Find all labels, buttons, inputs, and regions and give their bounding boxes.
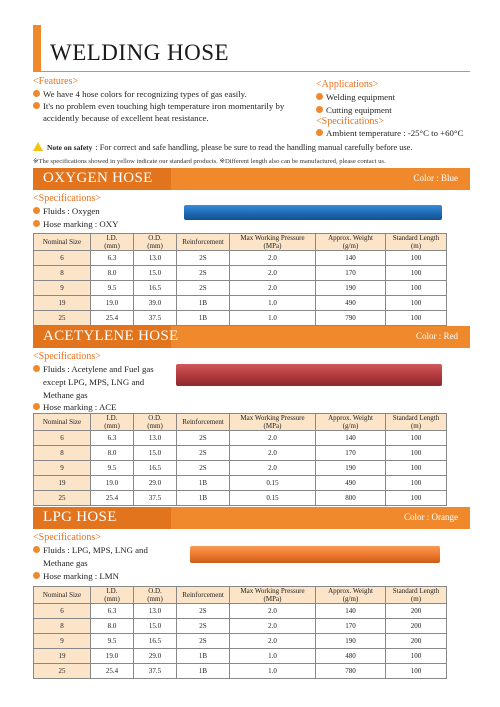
table-cell: 9.5: [91, 634, 134, 649]
col-header: [34, 587, 91, 604]
table-cell: 6.3: [91, 251, 134, 266]
table-cell: 800: [316, 491, 386, 506]
table-row: [34, 251, 447, 266]
table-cell: 190: [316, 634, 386, 649]
table-cell: 200: [386, 604, 447, 619]
bullet-icon: [33, 403, 40, 410]
bullet-icon: [316, 129, 323, 136]
table-cell: 2S: [177, 634, 230, 649]
section-color-label: Color : Red: [416, 331, 458, 341]
table-cell: 1.0: [230, 649, 316, 664]
table-cell: 2S: [177, 266, 230, 281]
col-header-text: I.D.: [106, 587, 118, 595]
table-row: [34, 634, 447, 649]
col-header-text: Reinforcement: [182, 418, 224, 426]
col-header: [134, 587, 177, 604]
ambient-temperature: Ambient temperature : -25°C to +60°C: [316, 128, 463, 138]
table-header-row: [34, 414, 447, 431]
application-item: Welding equipment: [316, 91, 395, 104]
table-cell: 200: [386, 619, 447, 634]
table-cell: 19.0: [91, 476, 134, 491]
bullet-icon: [316, 106, 323, 113]
table-cell: 100: [386, 311, 447, 326]
col-header-text: I.D.: [106, 414, 118, 422]
table-cell: 6.3: [91, 431, 134, 446]
section-title: OXYGEN HOSE: [43, 170, 153, 186]
table-cell: 200: [386, 634, 447, 649]
bullet-icon: [33, 572, 40, 579]
col-header-text: Approx. Weight: [328, 414, 373, 422]
col-header-text: Standard Length: [392, 414, 440, 422]
table-cell: 19: [34, 476, 91, 491]
section-title: ACETYLENE HOSE: [43, 328, 179, 344]
acetylene-spec-heading: <Specifications>: [33, 351, 101, 362]
table-cell: 2S: [177, 461, 230, 476]
table-cell: 25.4: [91, 664, 134, 679]
table-cell: 490: [316, 476, 386, 491]
col-header-text: (mm): [147, 242, 163, 250]
table-row: [34, 446, 447, 461]
table-cell: 0.15: [230, 476, 316, 491]
table-cell: 16.5: [134, 281, 177, 296]
col-header-text: (MPa): [263, 422, 282, 430]
table-cell: 780: [316, 664, 386, 679]
table-row: [34, 281, 447, 296]
col-header-text: Max Working Pressure: [240, 587, 305, 595]
col-header: [177, 414, 230, 431]
acetylene-section-header: [33, 326, 470, 348]
table-cell: 29.0: [134, 649, 177, 664]
table-cell: 8: [34, 266, 91, 281]
table-cell: 480: [316, 649, 386, 664]
table-cell: 100: [386, 649, 447, 664]
table-cell: 37.5: [134, 491, 177, 506]
col-header: [134, 234, 177, 251]
safety-note: [33, 142, 412, 152]
table-cell: 15.0: [134, 619, 177, 634]
table-row: [34, 311, 447, 326]
table-cell: 2S: [177, 446, 230, 461]
col-header: [177, 587, 230, 604]
table-cell: 6: [34, 604, 91, 619]
table-cell: 25.4: [91, 311, 134, 326]
table-cell: 8: [34, 446, 91, 461]
col-header-text: (mm): [104, 242, 120, 250]
table-cell: 1.0: [230, 296, 316, 311]
table-cell: 8: [34, 619, 91, 634]
table-cell: 100: [386, 431, 447, 446]
features-heading: <Features>: [33, 76, 79, 87]
table-cell: 6: [34, 251, 91, 266]
table-cell: 39.0: [134, 296, 177, 311]
bullet-icon: [33, 90, 40, 97]
applications-heading: <Applications>: [316, 79, 379, 90]
table-cell: 19.0: [91, 296, 134, 311]
table-cell: 190: [316, 281, 386, 296]
table-cell: 100: [386, 461, 447, 476]
standard-products-note: ※The specifications showed in yellow indicate our standard products. ※Different length also can be manufactured, please contact us.: [33, 158, 386, 165]
table-row: [34, 296, 447, 311]
col-header-text: Standard Length: [392, 234, 440, 242]
lpg-spec-heading: <Specifications>: [33, 532, 101, 543]
table-cell: 2.0: [230, 461, 316, 476]
col-header-text: (g/m): [342, 595, 359, 603]
col-header-text: (mm): [147, 422, 163, 430]
bullet-icon: [33, 102, 40, 109]
col-header-text: I.D.: [106, 234, 118, 242]
table-cell: 13.0: [134, 251, 177, 266]
col-header: [91, 234, 134, 251]
page-title: WELDING HOSE: [50, 40, 230, 65]
col-header-text: Max Working Pressure: [240, 414, 305, 422]
table-cell: 8.0: [91, 446, 134, 461]
spec-item: Fluids : Oxygen: [33, 205, 173, 218]
table-cell: 2.0: [230, 266, 316, 281]
col-header: [230, 414, 316, 431]
col-header-text: Approx. Weight: [328, 587, 373, 595]
oxygen-spec-heading: <Specifications>: [33, 193, 101, 204]
table-cell: 0.15: [230, 491, 316, 506]
oxygen-section-header: [33, 168, 470, 190]
table-cell: 2.0: [230, 634, 316, 649]
table-cell: 170: [316, 266, 386, 281]
spec-item: Fluids : LPG, MPS, LNG and: [33, 544, 173, 557]
col-header-text: (g/m): [342, 422, 359, 430]
col-header-text: (MPa): [263, 242, 282, 250]
col-header-text: (m): [410, 595, 422, 603]
feature-item: We have 4 hose colors for recognizing types of gas easily.: [33, 89, 318, 101]
table-cell: 170: [316, 619, 386, 634]
spec-item-continuation: Methane gas: [43, 557, 88, 568]
col-header-text: (mm): [147, 595, 163, 603]
bullet-icon: [33, 546, 40, 553]
table-cell: 2S: [177, 251, 230, 266]
feature-item-continuation: accidently because of excellent heat resistance.: [43, 112, 209, 123]
oxygen-spec-list: [33, 205, 173, 231]
application-item: Cutting equipment: [316, 104, 395, 117]
table-cell: 790: [316, 311, 386, 326]
spec-item: Hose marking : LMN: [33, 570, 173, 583]
table-cell: 25: [34, 311, 91, 326]
table-cell: 29.0: [134, 476, 177, 491]
col-header-text: O.D.: [148, 234, 162, 242]
table-cell: 2.0: [230, 281, 316, 296]
table-cell: 16.5: [134, 461, 177, 476]
table-cell: 15.0: [134, 266, 177, 281]
col-header: [316, 587, 386, 604]
table-cell: 100: [386, 266, 447, 281]
lpg-section-header: [33, 507, 470, 529]
table-row: [34, 664, 447, 679]
table-cell: 9: [34, 634, 91, 649]
section-title: LPG HOSE: [43, 509, 117, 525]
table-cell: 19.0: [91, 649, 134, 664]
table-cell: 1.0: [230, 664, 316, 679]
table-row: [34, 649, 447, 664]
lpg-spec-list: [33, 544, 173, 582]
table-cell: 25: [34, 664, 91, 679]
table-row: [34, 619, 447, 634]
section-color-label: Color : Blue: [413, 173, 458, 183]
table-cell: 2.0: [230, 251, 316, 266]
col-header: [386, 587, 447, 604]
table-row: [34, 431, 447, 446]
spec-item-continuation: Methane gas: [43, 389, 88, 400]
table-cell: 140: [316, 604, 386, 619]
table-cell: 100: [386, 251, 447, 266]
warning-icon: [33, 142, 43, 151]
col-header: [34, 234, 91, 251]
acetylene-spec-table: [33, 413, 447, 506]
col-header-text: Approx. Weight: [328, 234, 373, 242]
col-header-text: Standard Length: [392, 587, 440, 595]
feature-item: It's no problem even touching high temperature iron momentarily by: [33, 101, 318, 113]
lpg-spec-table: [33, 586, 447, 679]
table-cell: 13.0: [134, 604, 177, 619]
table-cell: 140: [316, 251, 386, 266]
col-header-text: Max Working Pressure: [240, 234, 305, 242]
col-header-text: Nominal Size: [42, 238, 82, 246]
specifications-heading: <Specifications>: [316, 116, 384, 127]
spec-item-continuation: except LPG, MPS, LNG and: [43, 376, 145, 387]
table-cell: 190: [316, 461, 386, 476]
spec-item: Fluids : Acetylene and Fuel gas: [33, 363, 173, 376]
table-cell: 140: [316, 431, 386, 446]
bullet-icon: [33, 207, 40, 214]
table-cell: 2S: [177, 619, 230, 634]
col-header: [316, 234, 386, 251]
table-cell: 2S: [177, 604, 230, 619]
title-divider: [33, 71, 470, 72]
col-header-text: (g/m): [342, 242, 359, 250]
col-header: [386, 234, 447, 251]
spec-item: Hose marking : OXY: [33, 218, 173, 231]
section-color-label: Color : Orange: [404, 512, 458, 522]
table-cell: 100: [386, 446, 447, 461]
table-cell: 6: [34, 431, 91, 446]
table-cell: 490: [316, 296, 386, 311]
table-cell: 100: [386, 296, 447, 311]
acetylene-spec-list: [33, 363, 173, 414]
col-header-text: Nominal Size: [42, 418, 82, 426]
col-header-text: Reinforcement: [182, 591, 224, 599]
table-cell: 2.0: [230, 446, 316, 461]
table-cell: 8.0: [91, 619, 134, 634]
bullet-icon: [316, 93, 323, 100]
table-row: [34, 491, 447, 506]
col-header: [386, 414, 447, 431]
safety-text: : For correct and safe handling, please be sure to read the handling manual carefully before use.: [95, 143, 413, 152]
table-cell: 100: [386, 491, 447, 506]
table-cell: 2.0: [230, 619, 316, 634]
table-cell: 1B: [177, 311, 230, 326]
oxygen-spec-table: [33, 233, 447, 326]
table-cell: 9: [34, 461, 91, 476]
table-cell: 13.0: [134, 431, 177, 446]
table-cell: 37.5: [134, 311, 177, 326]
col-header: [316, 414, 386, 431]
col-header: [177, 234, 230, 251]
col-header: [230, 234, 316, 251]
table-cell: 9.5: [91, 281, 134, 296]
col-header-text: O.D.: [148, 414, 162, 422]
table-cell: 100: [386, 664, 447, 679]
col-header-text: Reinforcement: [182, 238, 224, 246]
table-cell: 2S: [177, 281, 230, 296]
col-header-text: O.D.: [148, 587, 162, 595]
col-header-text: (MPa): [263, 595, 282, 603]
table-cell: 8.0: [91, 266, 134, 281]
table-cell: 1B: [177, 296, 230, 311]
table-cell: 1B: [177, 664, 230, 679]
table-cell: 1B: [177, 491, 230, 506]
table-cell: 25.4: [91, 491, 134, 506]
table-cell: 15.0: [134, 446, 177, 461]
table-cell: 1B: [177, 476, 230, 491]
spec-item: Hose marking : ACE: [33, 401, 173, 414]
table-cell: 100: [386, 476, 447, 491]
col-header-text: (m): [410, 242, 422, 250]
applications-list: [316, 91, 395, 116]
col-header: [34, 414, 91, 431]
table-cell: 2.0: [230, 431, 316, 446]
table-cell: 25: [34, 491, 91, 506]
oxygen-hose-image: [184, 205, 442, 220]
table-cell: 1B: [177, 649, 230, 664]
col-header: [91, 587, 134, 604]
col-header-text: Nominal Size: [42, 591, 82, 599]
bullet-icon: [33, 220, 40, 227]
table-cell: 19: [34, 649, 91, 664]
table-cell: 16.5: [134, 634, 177, 649]
lpg-hose-image: [190, 546, 440, 563]
col-header: [230, 587, 316, 604]
col-header: [91, 414, 134, 431]
table-header-row: [34, 587, 447, 604]
table-row: [34, 476, 447, 491]
col-header: [134, 414, 177, 431]
title-accent-bar: [33, 25, 41, 72]
table-cell: 37.5: [134, 664, 177, 679]
table-cell: 2.0: [230, 604, 316, 619]
table-cell: 19: [34, 296, 91, 311]
table-cell: 9: [34, 281, 91, 296]
table-cell: 100: [386, 281, 447, 296]
col-header-text: (mm): [104, 422, 120, 430]
table-cell: 9.5: [91, 461, 134, 476]
table-row: [34, 604, 447, 619]
col-header-text: (m): [410, 422, 422, 430]
features-list: [33, 89, 318, 124]
table-cell: 6.3: [91, 604, 134, 619]
table-cell: 2S: [177, 431, 230, 446]
col-header-text: (mm): [104, 595, 120, 603]
bullet-icon: [33, 365, 40, 372]
table-cell: 170: [316, 446, 386, 461]
acetylene-hose-image: [176, 364, 442, 386]
table-row: [34, 461, 447, 476]
table-header-row: [34, 234, 447, 251]
safety-label: Note on safety: [47, 143, 93, 152]
table-row: [34, 266, 447, 281]
table-cell: 1.0: [230, 311, 316, 326]
